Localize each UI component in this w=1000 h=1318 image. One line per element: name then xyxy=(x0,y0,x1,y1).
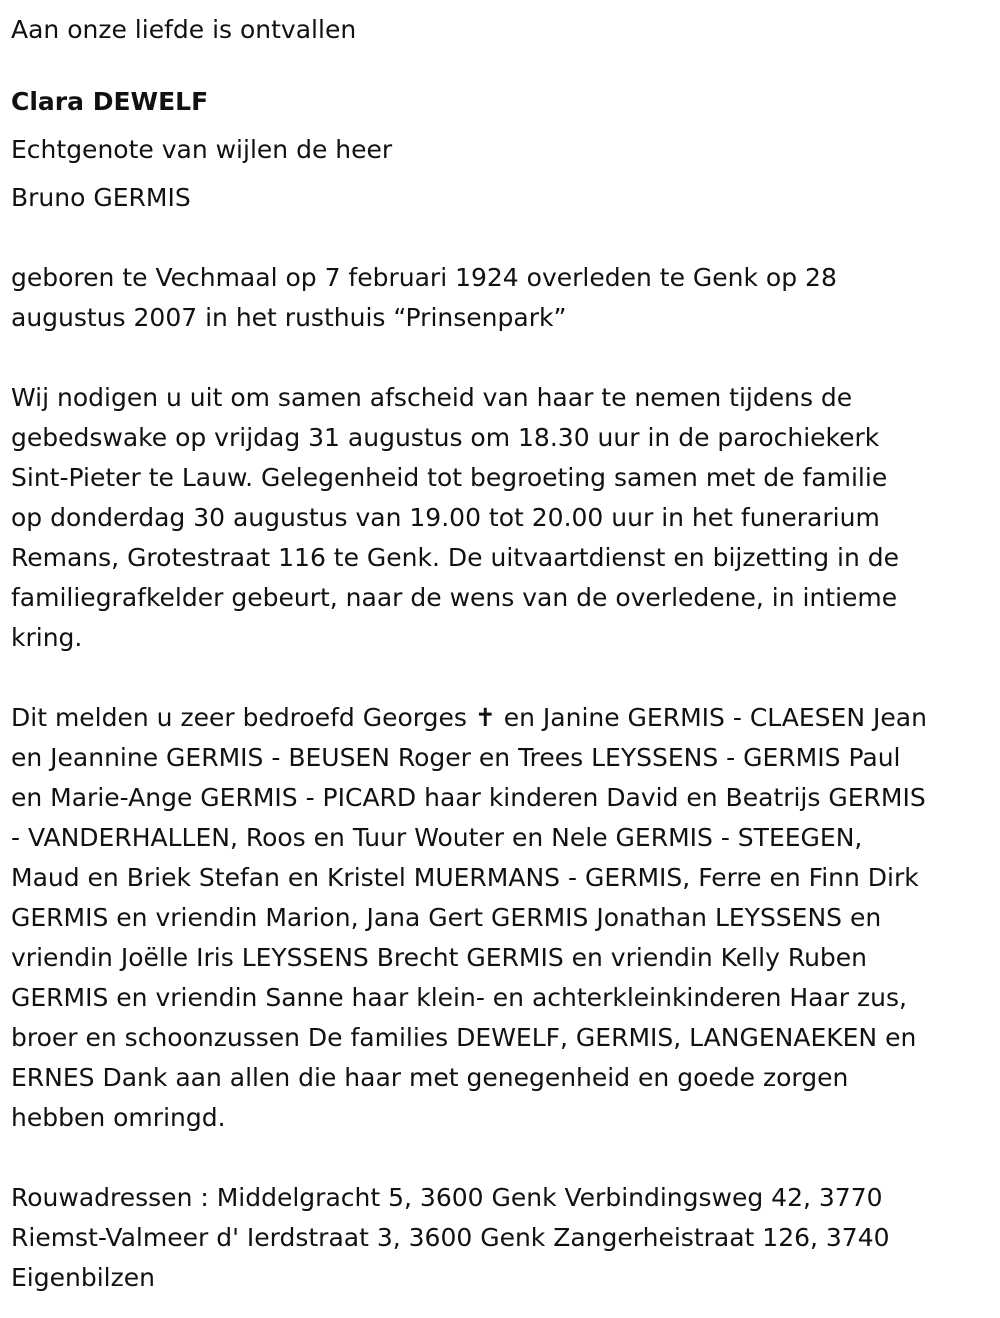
spouse-title: Echtgenote van wijlen de heer xyxy=(11,135,393,164)
addresses-paragraph xyxy=(11,1178,988,1298)
invitation-line: Sint-Pieter te Lauw. Gelegenheid tot begroeting samen met de familie xyxy=(11,463,888,492)
address-line: Riemst-Valmeer d' Ierdstraat 3, 3600 Genk Zangerheistraat 126, 3740 xyxy=(11,1223,890,1252)
announcement-line: Maud en Briek Stefan en Kristel MUERMANS - GERMIS, Ferre en Finn Dirk xyxy=(11,863,919,892)
invitation-line: gebedswake op vrijdag 31 augustus om 18.30 uur in de parochiekerk xyxy=(11,423,880,452)
announcement-line: - VANDERHALLEN, Roos en Tuur Wouter en Nele GERMIS - STEEGEN, xyxy=(11,823,863,852)
announcement-line: vriendin Joëlle Iris LEYSSENS Brecht GERMIS en vriendin Kelly Ruben xyxy=(11,943,868,972)
spouse-name: Bruno GERMIS xyxy=(11,183,191,212)
address-line: Eigenbilzen xyxy=(11,1263,155,1292)
announcement-first-line xyxy=(11,698,988,738)
announcement-line: GERMIS en vriendin Marion, Jana Gert GERMIS Jonathan LEYSSENS en xyxy=(11,903,882,932)
announcement-paragraph xyxy=(11,698,988,1138)
invitation-line: op donderdag 30 augustus van 19.00 tot 20.00 uur in het funerarium xyxy=(11,503,880,532)
announcement-line: broer en schoonzussen De families DEWELF, GERMIS, LANGENAEKEN en xyxy=(11,1023,917,1052)
announcement-text-after-cross: en Janine GERMIS - CLAESEN Jean xyxy=(495,703,927,732)
invitation-line: familiegrafkelder gebeurt, naar de wens van de overledene, in intieme xyxy=(11,583,898,612)
cross-icon: ✝ xyxy=(474,703,496,732)
announcement-line: hebben omringd. xyxy=(11,1103,226,1132)
announcement-line: en Marie-Ange GERMIS - PICARD haar kinderen David en Beatrijs GERMIS xyxy=(11,783,926,812)
invitation-line: kring. xyxy=(11,623,83,652)
invitation-line: Remans, Grotestraat 116 te Genk. De uitvaartdienst en bijzetting in de xyxy=(11,543,900,572)
announcement-line: en Jeannine GERMIS - BEUSEN Roger en Trees LEYSSENS - GERMIS Paul xyxy=(11,743,901,772)
announcement-line: ERNES Dank aan allen die haar met genegenheid en goede zorgen xyxy=(11,1063,849,1092)
birth-death-line: augustus 2007 in het rusthuis “Prinsenpark” xyxy=(11,303,567,332)
intro-text: Aan onze liefde is ontvallen xyxy=(11,15,357,44)
birth-death-line: geboren te Vechmaal op 7 februari 1924 overleden te Genk op 28 xyxy=(11,263,837,292)
address-line: Rouwadressen : Middelgracht 5, 3600 Genk Verbindingsweg 42, 3770 xyxy=(11,1183,883,1212)
invitation-line: Wij nodigen u uit om samen afscheid van haar te nemen tijdens de xyxy=(11,383,853,412)
invitation-paragraph xyxy=(11,378,988,658)
birth-death-paragraph xyxy=(11,258,988,338)
announcement-text-before-cross: Dit melden u zeer bedroefd Georges xyxy=(11,703,475,732)
announcement-line: GERMIS en vriendin Sanne haar klein- en achterkleinkinderen Haar zus, xyxy=(11,983,907,1012)
deceased-name: Clara DEWELF xyxy=(11,87,209,116)
